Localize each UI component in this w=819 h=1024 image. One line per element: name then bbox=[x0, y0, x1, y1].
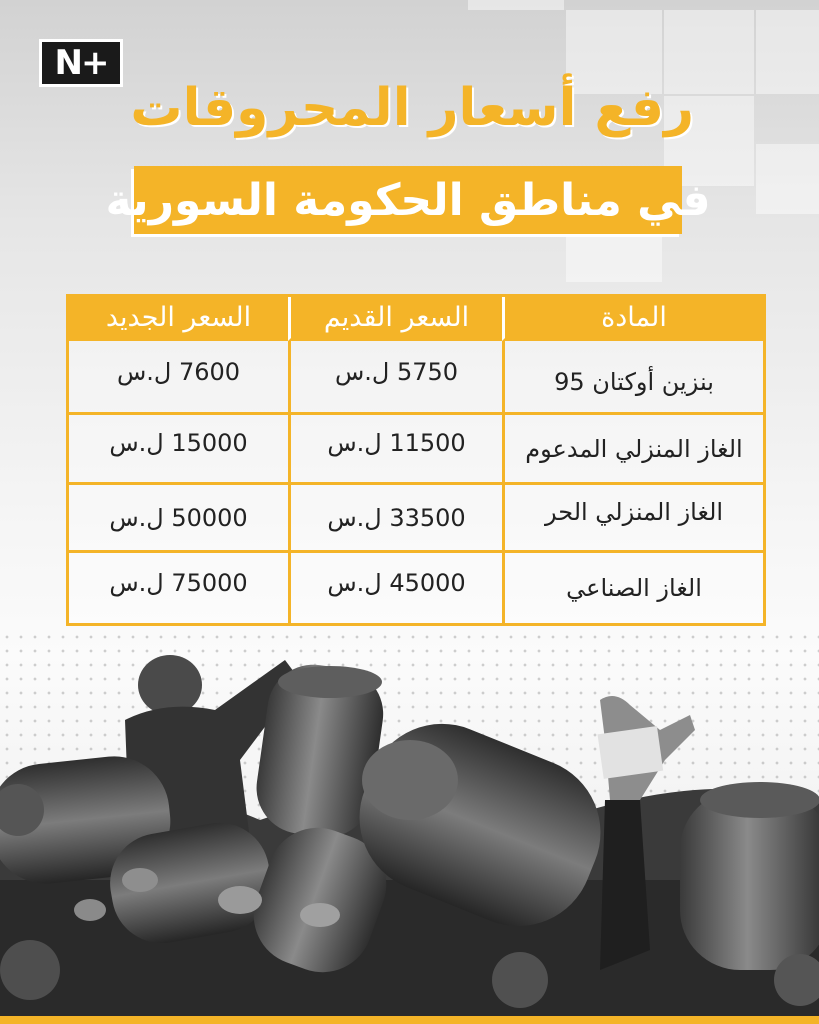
table-cell-old-price: 45000 ل.س bbox=[288, 553, 502, 623]
headline-line-1: رفع أسعار المحروقات bbox=[130, 78, 694, 138]
table-cell-old-price: 5750 ل.س bbox=[288, 341, 502, 415]
table-cell-new-price: 7600 ل.س bbox=[69, 341, 288, 415]
table-cell-new-price: 50000 ل.س bbox=[69, 485, 288, 553]
decor-square bbox=[468, 0, 564, 10]
headline-banner bbox=[105, 166, 711, 234]
table-cell-new-price: 75000 ل.س bbox=[69, 553, 288, 623]
logo-text: N+ bbox=[54, 43, 108, 83]
header-new-price: السعر الجديد bbox=[69, 297, 288, 341]
table-cell-item: الغاز الصناعي bbox=[502, 553, 763, 623]
price-table bbox=[66, 294, 766, 626]
header-item: المادة bbox=[502, 297, 763, 341]
table-cell-item: الغاز المنزلي الحر bbox=[502, 485, 763, 553]
header-old-price: السعر القديم bbox=[288, 297, 502, 341]
decor-square bbox=[756, 144, 819, 214]
brand-logo bbox=[39, 39, 123, 87]
table-cell-old-price: 11500 ل.س bbox=[288, 415, 502, 485]
table-cell-item: بنزين أوكتان 95 bbox=[502, 341, 763, 415]
bottom-accent-bar bbox=[0, 1016, 819, 1024]
table-cell-item: الغاز المنزلي المدعوم bbox=[502, 415, 763, 485]
table-cell-new-price: 15000 ل.س bbox=[69, 415, 288, 485]
decor-square bbox=[756, 10, 819, 94]
table-cell-old-price: 33500 ل.س bbox=[288, 485, 502, 553]
gas-cylinders-crowd-photo bbox=[0, 650, 819, 1024]
headline-line-2: في مناطق الحكومة السورية bbox=[105, 174, 711, 226]
